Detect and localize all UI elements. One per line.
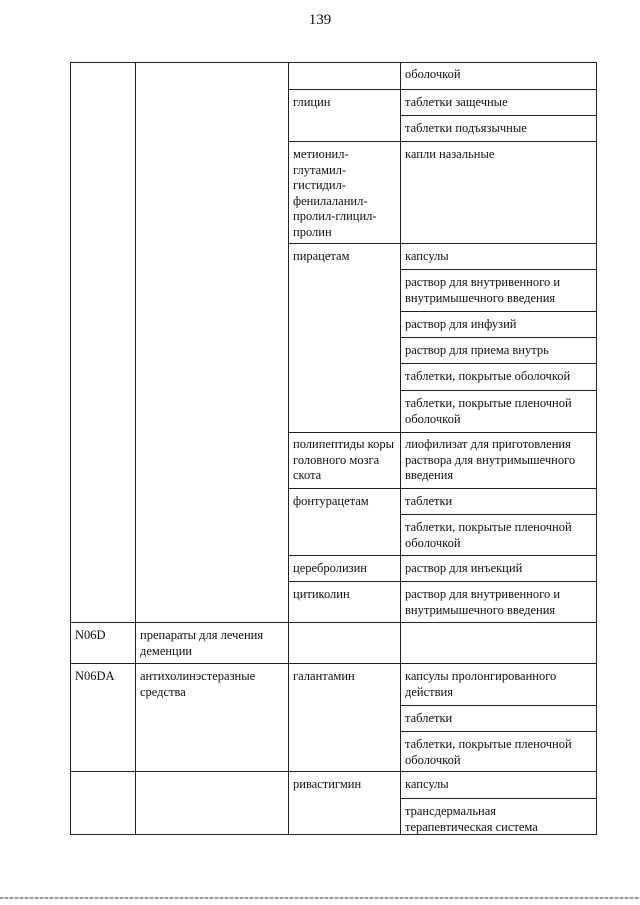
form-cell: таблетки bbox=[405, 711, 453, 725]
page-number: 139 bbox=[308, 12, 332, 28]
group-name-cell: антихолинэстеразные средства bbox=[140, 669, 256, 699]
form-cell: раствор для внутривенного и внутримышечного введения bbox=[405, 587, 561, 617]
form-cell: таблетки bbox=[405, 494, 453, 508]
drug-name-cell: ривастигмин bbox=[293, 777, 362, 791]
form-cell: капли назальные bbox=[405, 147, 495, 161]
group-name-cell: препараты для лечения деменции bbox=[140, 628, 264, 658]
form-cell: трансдермальная терапевтическая система bbox=[405, 804, 538, 834]
drug-name-cell: галантамин bbox=[293, 669, 355, 683]
drug-name-cell: пирацетам bbox=[293, 249, 350, 263]
drug-name-cell: церебролизин bbox=[293, 561, 367, 575]
form-cell: капсулы bbox=[405, 249, 449, 263]
scan-edge-divider bbox=[0, 897, 640, 899]
drug-name-cell: метионил- глутамил- гистидил- фенилаланил- пролил-глицил- пролин bbox=[293, 147, 377, 239]
form-cell: лиофилизат для приготовления раствора для внутримышечного введения bbox=[405, 437, 576, 482]
form-cell: таблетки, покрытые пленочной оболочкой bbox=[405, 520, 572, 550]
form-cell: таблетки защечные bbox=[405, 95, 508, 109]
form-cell: таблетки, покрытые оболочкой bbox=[405, 369, 571, 383]
form-cell: таблетки подъязычные bbox=[405, 121, 527, 135]
drug-name-cell: полипептиды коры головного мозга скота bbox=[293, 437, 395, 482]
form-cell: таблетки, покрытые пленочной оболочкой bbox=[405, 396, 572, 426]
drug-name-cell: цитиколин bbox=[293, 587, 350, 601]
atc-code-cell: N06D bbox=[75, 628, 106, 642]
form-cell: капсулы bbox=[405, 777, 449, 791]
form-cell: оболочкой bbox=[405, 67, 461, 81]
form-cell: таблетки, покрытые пленочной оболочкой bbox=[405, 737, 572, 767]
atc-code-cell: N06DA bbox=[75, 669, 115, 683]
drug-name-cell: фонтурацетам bbox=[293, 494, 369, 508]
form-cell: раствор для внутривенного и внутримышечного введения bbox=[405, 275, 561, 305]
drug-name-cell: глицин bbox=[293, 95, 331, 109]
form-cell: раствор для приема внутрь bbox=[405, 343, 549, 357]
form-cell: раствор для инъекций bbox=[405, 561, 523, 575]
form-cell: раствор для инфузий bbox=[405, 317, 517, 331]
form-cell: капсулы пролонгированного действия bbox=[405, 669, 557, 699]
